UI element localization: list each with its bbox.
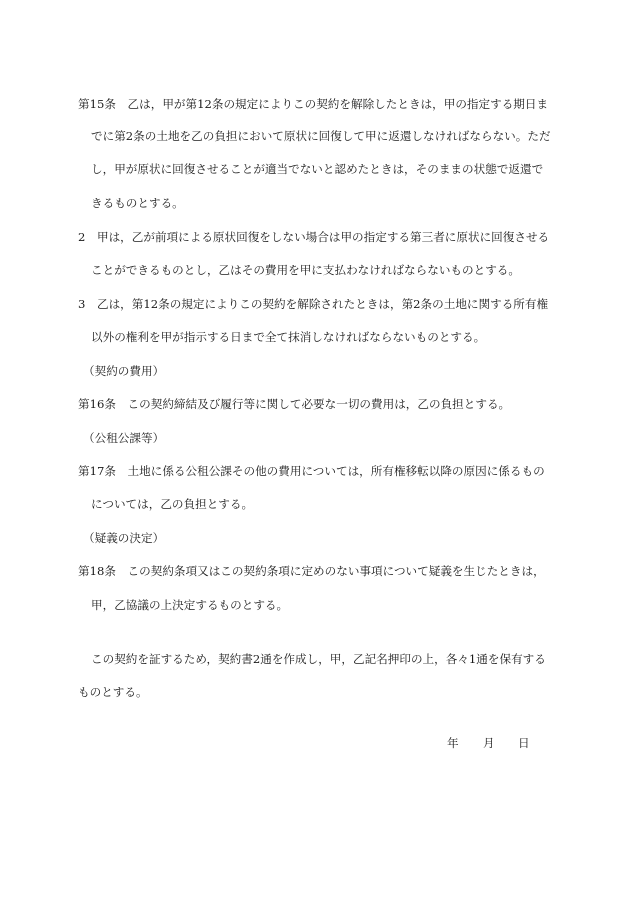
article-15-item-2-line-2: ことができるものとし，乙はその費用を甲に支払わなければならないものとする。 [91, 263, 520, 277]
article-15-line-4: きるものとする。 [91, 196, 184, 210]
article-18-line-2: 甲，乙協議の上決定するものとする。 [91, 598, 289, 612]
heading-article-18: （疑義の決定） [83, 531, 165, 545]
article-15-item-3-line-2: 以外の権利を甲が指示する日まで全て抹消しなければならないものとする。 [91, 330, 486, 344]
article-15-item-3-line-1: 3 乙は，第12条の規定によりこの契約を解除されたときは，第2条の土地に関する所有権 [78, 297, 549, 311]
heading-article-16: （契約の費用） [83, 364, 165, 378]
date-month-label: 月 [483, 736, 495, 750]
article-18-line-1: 第18条 この契約条項又はこの契約条項に定めのない事項について疑義を生じたときは， [78, 564, 545, 578]
article-15-item-2-line-1: 2 甲は，乙が前項による原状回復をしない場合は甲の指定する第三者に原状に回復させる [78, 230, 550, 244]
closing-line-1: この契約を証するため，契約書2通を作成し，甲，乙記名押印の上，各々1通を保有する [91, 652, 546, 666]
article-15-line-2: でに第2条の土地を乙の負担において原状に回復して甲に返還しなければならない。ただ [91, 129, 551, 143]
date-day-label: 日 [518, 736, 530, 750]
closing-line-2: ものとする。 [78, 685, 148, 699]
heading-article-17: （公租公課等） [83, 431, 165, 445]
date-year-label: 年 [447, 736, 459, 750]
article-15-line-3: し，甲が原状に回復させることが適当でないと認めたときは，そのままの状態で返還で [91, 162, 544, 176]
article-17-line-1: 第17条 土地に係る公租公課その他の費用については，所有権移転以降の原因に係るもの [78, 464, 545, 478]
article-17-line-2: については，乙の負担とする。 [91, 497, 254, 511]
article-16: 第16条 この契約締結及び履行等に関して必要な一切の費用は，乙の負担とする。 [78, 397, 511, 411]
article-15-line-1: 第15条 乙は，甲が第12条の規定によりこの契約を解除したときは，甲の指定する期日ま [78, 97, 549, 111]
